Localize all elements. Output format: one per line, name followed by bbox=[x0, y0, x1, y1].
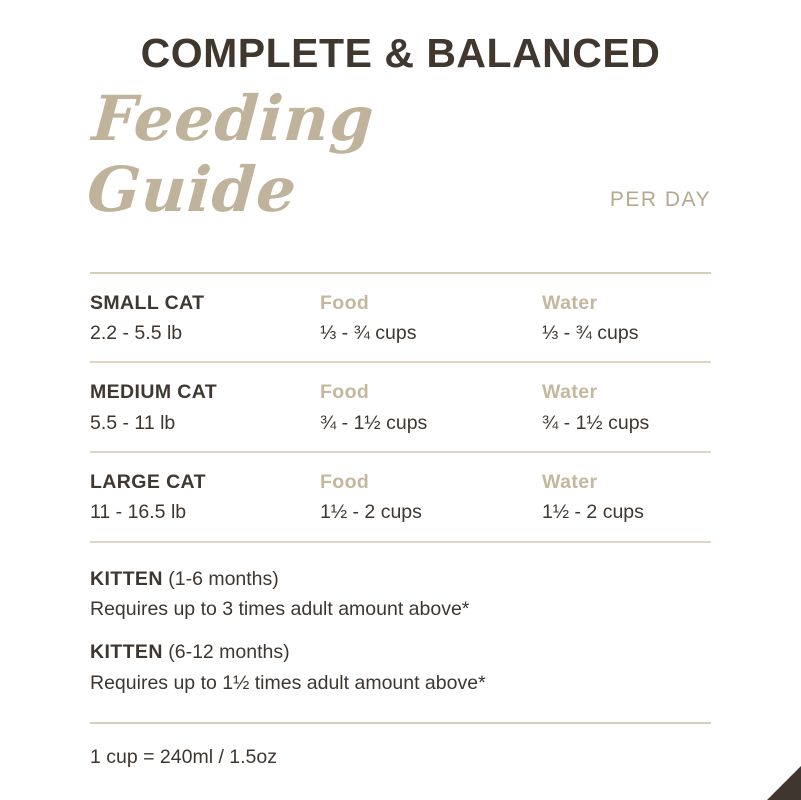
row-food-cell bbox=[320, 380, 542, 436]
food-amount: ¾ - 1½ cups bbox=[320, 411, 428, 434]
weight-value: 11 - 16.5 lb bbox=[90, 501, 187, 524]
corner-triangle-mark bbox=[767, 766, 801, 800]
row-size-cell bbox=[90, 470, 320, 526]
row-water-cell bbox=[542, 380, 742, 436]
size-label: MEDIUM CAT bbox=[90, 381, 218, 404]
table-row bbox=[90, 274, 711, 362]
kitten-age: (1-6 months) bbox=[162, 567, 279, 590]
per-day-label: PER DAY bbox=[609, 187, 711, 211]
table-row bbox=[90, 453, 711, 541]
row-food-cell bbox=[320, 291, 542, 347]
row-food-cell bbox=[320, 470, 542, 526]
kitten-heading bbox=[90, 567, 711, 592]
size-label: LARGE CAT bbox=[90, 471, 206, 494]
row-size-cell bbox=[90, 291, 320, 347]
kitten-note: Requires up to 1½ times adult amount above* bbox=[90, 671, 486, 694]
water-label: Water bbox=[542, 291, 598, 314]
kitten-label: KITTEN bbox=[90, 641, 163, 664]
subtitle-row bbox=[84, 82, 711, 227]
weight-value: 5.5 - 11 lb bbox=[90, 411, 176, 434]
kitten-group bbox=[90, 567, 711, 623]
weight-value: 2.2 - 5.5 lb bbox=[90, 321, 183, 344]
kitten-label: KITTEN bbox=[90, 567, 163, 590]
kitten-age: (6-12 months) bbox=[162, 641, 290, 664]
water-label: Water bbox=[542, 471, 598, 494]
footnote: 1 cup = 240ml / 1.5oz bbox=[90, 746, 277, 769]
row-water-cell bbox=[542, 291, 742, 347]
food-label: Food bbox=[320, 381, 370, 404]
kitten-section bbox=[90, 543, 711, 696]
script-subtitle: Feeding Guide bbox=[84, 82, 377, 227]
food-amount: 1½ - 2 cups bbox=[320, 501, 422, 524]
water-amount: ⅓ - ¾ cups bbox=[542, 321, 639, 344]
water-label: Water bbox=[542, 381, 598, 404]
size-label: SMALL CAT bbox=[90, 291, 205, 314]
row-water-cell bbox=[542, 470, 742, 526]
kitten-group bbox=[90, 640, 711, 696]
food-label: Food bbox=[320, 291, 370, 314]
food-amount: ⅓ - ¾ cups bbox=[320, 321, 417, 344]
kitten-note: Requires up to 3 times adult amount above* bbox=[90, 598, 470, 621]
page-title: COMPLETE & BALANCED bbox=[140, 30, 661, 76]
row-size-cell bbox=[90, 380, 320, 436]
food-label: Food bbox=[320, 471, 370, 494]
water-amount: 1½ - 2 cups bbox=[542, 501, 644, 524]
water-amount: ¾ - 1½ cups bbox=[542, 411, 650, 434]
kitten-heading bbox=[90, 640, 711, 665]
table-row bbox=[90, 363, 711, 451]
